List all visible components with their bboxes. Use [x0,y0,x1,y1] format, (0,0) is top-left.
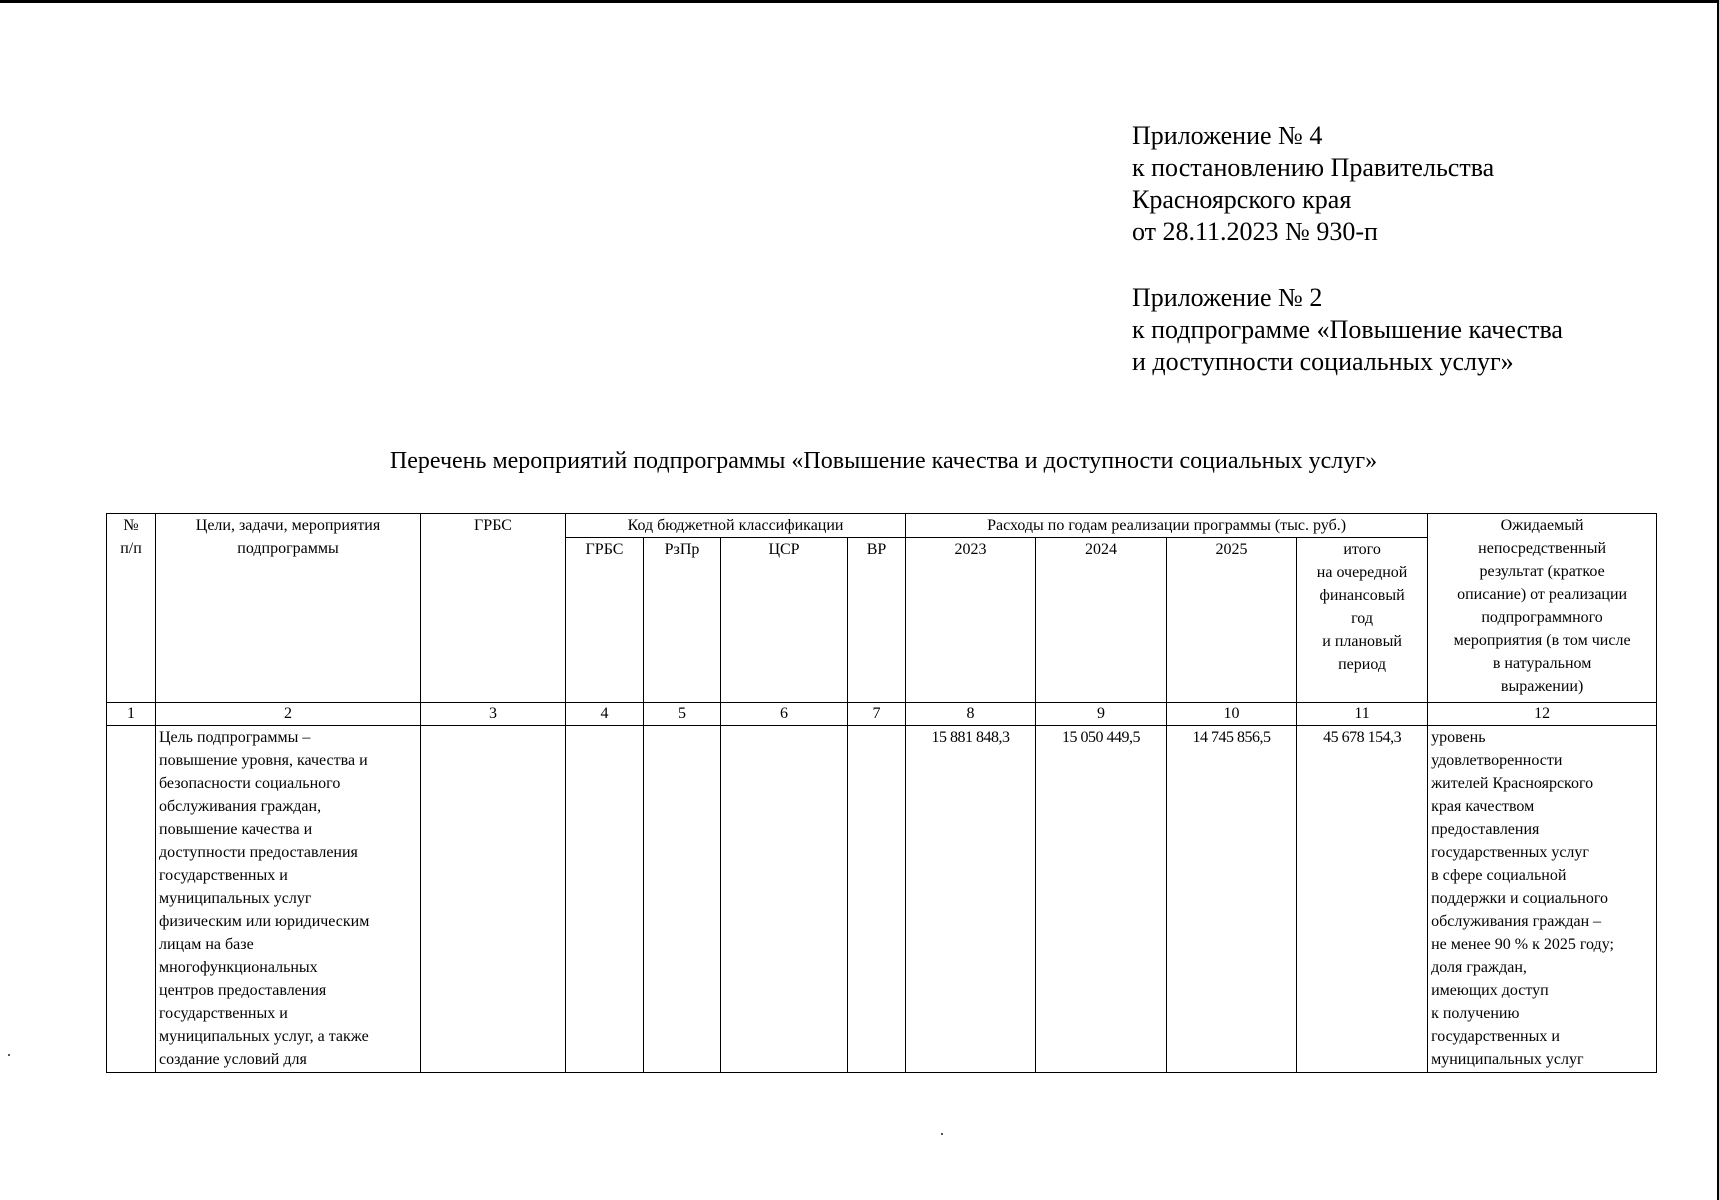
value-2023-cell: 15 881 848,3 [906,726,1036,1073]
appendix-4-line: от 28.11.2023 № 930-п [1132,217,1378,246]
column-number: 5 [644,703,721,726]
scan-speck [8,1054,10,1056]
column-number: 3 [421,703,566,726]
header-2023: 2023 [906,538,1036,703]
csr-cell [721,726,848,1073]
table-row [107,726,1657,1073]
rzpr-cell [644,726,721,1073]
header-grbs: ГРБС [421,514,566,703]
header-result: Ожидаемый непосредственный результат (краткое описание) от реализации подпрограммного мероприятия (в том числе в натуральном выражении) [1428,514,1657,703]
grbs-sub-cell [566,726,644,1073]
page-top-border [0,0,1719,3]
appendix-2-block [1132,282,1563,378]
appendix-4-line: Красноярского края [1132,185,1352,214]
header-vr: ВР [848,538,906,703]
scan-speck [941,1133,943,1135]
column-number: 4 [566,703,644,726]
document-title: Перечень мероприятий подпрограммы «Повышение качества и доступности социальных услуг» [389,448,1378,474]
header-expenses: Расходы по годам реализации программы (тыс. руб.) [906,514,1428,538]
value-total-cell: 45 678 154,3 [1297,726,1428,1073]
appendix-4-block [1132,120,1494,248]
header-grbs-sub: ГРБС [566,538,644,703]
appendix-4-line: к постановлению Правительства [1132,153,1495,182]
appendix-2-line: и доступности социальных услуг» [1132,347,1514,376]
appendix-2-line: Приложение № 2 [1132,283,1323,312]
header-2025: 2025 [1167,538,1297,703]
column-number: 1 [107,703,156,726]
header-row-1 [107,514,1657,538]
column-number: 12 [1428,703,1657,726]
column-number: 2 [156,703,421,726]
column-numbers-row [107,703,1657,726]
header-rzpr: РзПр [644,538,721,703]
column-number: 8 [906,703,1036,726]
value-2024-cell: 15 050 449,5 [1036,726,1167,1073]
header-total: итого на очередной финансовый год и плановый период [1297,538,1428,703]
measures-table [106,513,1657,1073]
result-cell: уровень удовлетворенности жителей Красноярского края качеством предоставления государственных услуг в сфере социальной поддержки и социального обслуживания граждан – не менее 90 % к 2025 году; доля граждан, имеющих доступ к получению государственных и муниципальных услуг [1428,726,1657,1073]
column-number: 10 [1167,703,1297,726]
column-number: 9 [1036,703,1167,726]
header-num: № п/п [107,514,156,703]
header-csr: ЦСР [721,538,848,703]
row-num-cell [107,726,156,1073]
header-goals: Цели, задачи, мероприятия подпрограммы [156,514,421,703]
grbs-cell [421,726,566,1073]
header-budget-code: Код бюджетной классификации [566,514,906,538]
vr-cell [848,726,906,1073]
appendix-2-line: к подпрограмме «Повышение качества [1132,315,1563,344]
header-2024: 2024 [1036,538,1167,703]
goal-cell: Цель подпрограммы – повышение уровня, качества и безопасности социального обслуживания граждан, повышение качества и доступности предоставления государственных и муниципальных услуг физическим или юридическим лицам на базе многофункциональных центров предоставления государственных и муниципальных услуг, а также создание условий для [156,726,421,1073]
column-number: 6 [721,703,848,726]
value-2025-cell: 14 745 856,5 [1167,726,1297,1073]
column-number: 7 [848,703,906,726]
appendix-4-line: Приложение № 4 [1132,121,1323,150]
column-number: 11 [1297,703,1428,726]
